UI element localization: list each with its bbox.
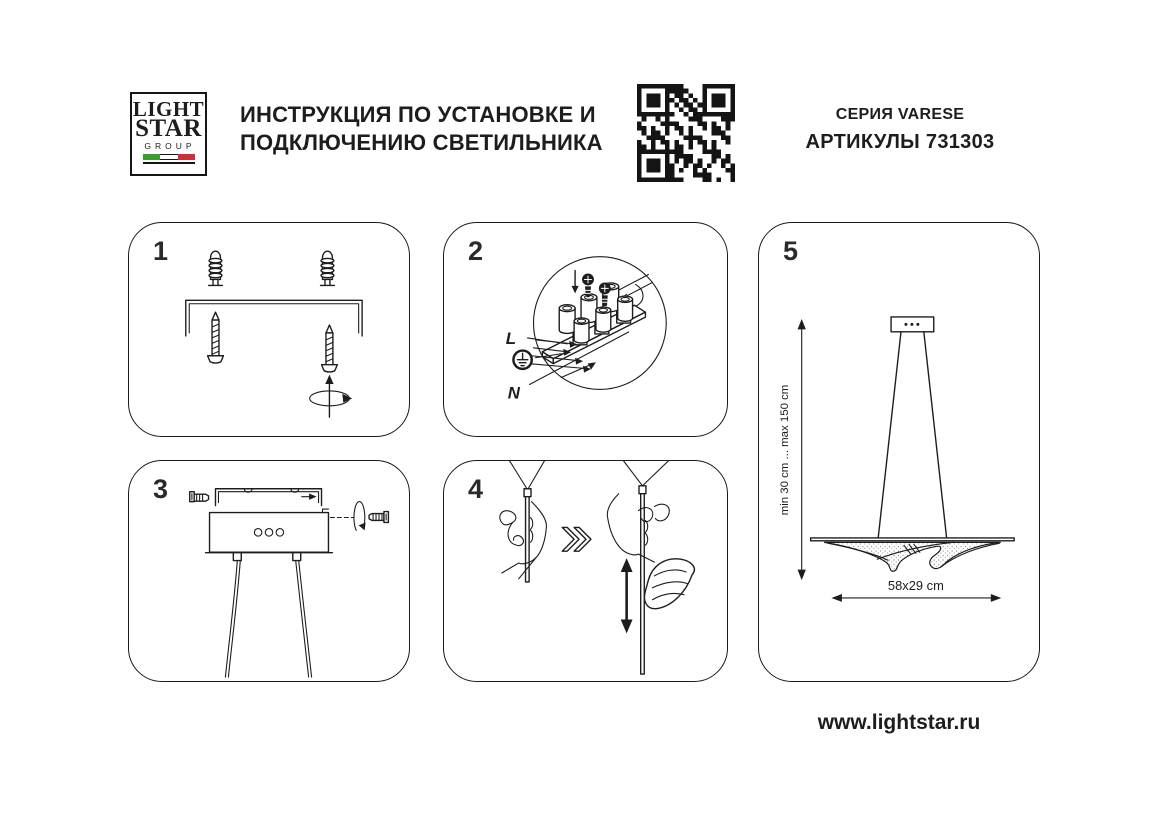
logo-word-light: LIGHT <box>132 97 205 121</box>
article-number: АРТИКУЛЫ 731303 <box>805 131 995 153</box>
step-5-illustration <box>759 223 1039 681</box>
screw-icon <box>190 492 209 502</box>
rotation-arrow-icon <box>310 375 353 418</box>
series-label: СЕРИЯ VARESE <box>835 106 965 123</box>
pendant-lamp <box>811 317 1015 571</box>
step-5-number: 5 <box>783 236 799 266</box>
step-1-number: 1 <box>153 236 169 266</box>
screw-icon <box>322 325 338 372</box>
step-3-illustration <box>129 461 409 681</box>
down-arrow-icon <box>572 271 579 294</box>
page-title <box>240 101 603 157</box>
wall-plug-icon <box>209 251 223 285</box>
step-4-panel <box>443 460 728 682</box>
screw-icon <box>369 512 388 523</box>
neutral-label: N <box>507 383 520 403</box>
cloth-icon <box>644 559 694 609</box>
step-5-panel <box>758 222 1040 682</box>
lightstar-logo <box>130 92 207 176</box>
suspension-cables <box>225 553 311 677</box>
terminal-block <box>542 283 645 364</box>
step-4-illustration <box>444 461 727 681</box>
mounting-bracket <box>215 489 321 506</box>
logo-word-group: GROUP <box>144 141 196 151</box>
size-label: 58x29 cm <box>887 578 944 594</box>
qr-code <box>637 84 735 182</box>
step-2-illustration <box>444 223 727 436</box>
earth-ground-icon <box>512 349 533 370</box>
step-2-panel <box>443 222 728 437</box>
step-1-illustration <box>129 223 409 436</box>
hand-icon <box>500 502 547 579</box>
step-2-number: 2 <box>468 236 484 266</box>
width-dimension-arrow <box>831 594 1001 602</box>
step-3-number: 3 <box>153 474 169 504</box>
product-info <box>789 106 1011 154</box>
title-line-2: ПОДКЛЮЧЕНИЮ СВЕТИЛЬНИКА <box>240 130 603 155</box>
italian-flag-bar <box>143 154 195 160</box>
up-down-arrow-icon <box>621 558 633 633</box>
rotation-arrow-icon <box>330 502 365 531</box>
website-url: www.lightstar.ru <box>817 711 981 734</box>
cable-before <box>510 461 545 582</box>
title-line-1: ИНСТРУКЦИЯ ПО УСТАНОВКЕ И <box>240 102 596 127</box>
hand-icon <box>607 494 669 562</box>
step-arrow-icon <box>562 527 591 551</box>
line-label: L <box>505 328 517 348</box>
height-range-label: min 30 cm ... max 150 cm <box>778 384 791 516</box>
wall-plug-icon <box>321 251 335 285</box>
lamp-shade <box>825 542 1001 571</box>
logo-word-star: STAR <box>135 115 202 142</box>
step-1-panel <box>128 222 410 437</box>
flag-underline <box>143 162 195 164</box>
screw-icon <box>208 312 224 363</box>
step-3-panel <box>128 460 410 682</box>
height-dimension-arrow <box>798 319 806 580</box>
step-4-number: 4 <box>468 474 484 504</box>
canopy-box <box>206 509 333 553</box>
